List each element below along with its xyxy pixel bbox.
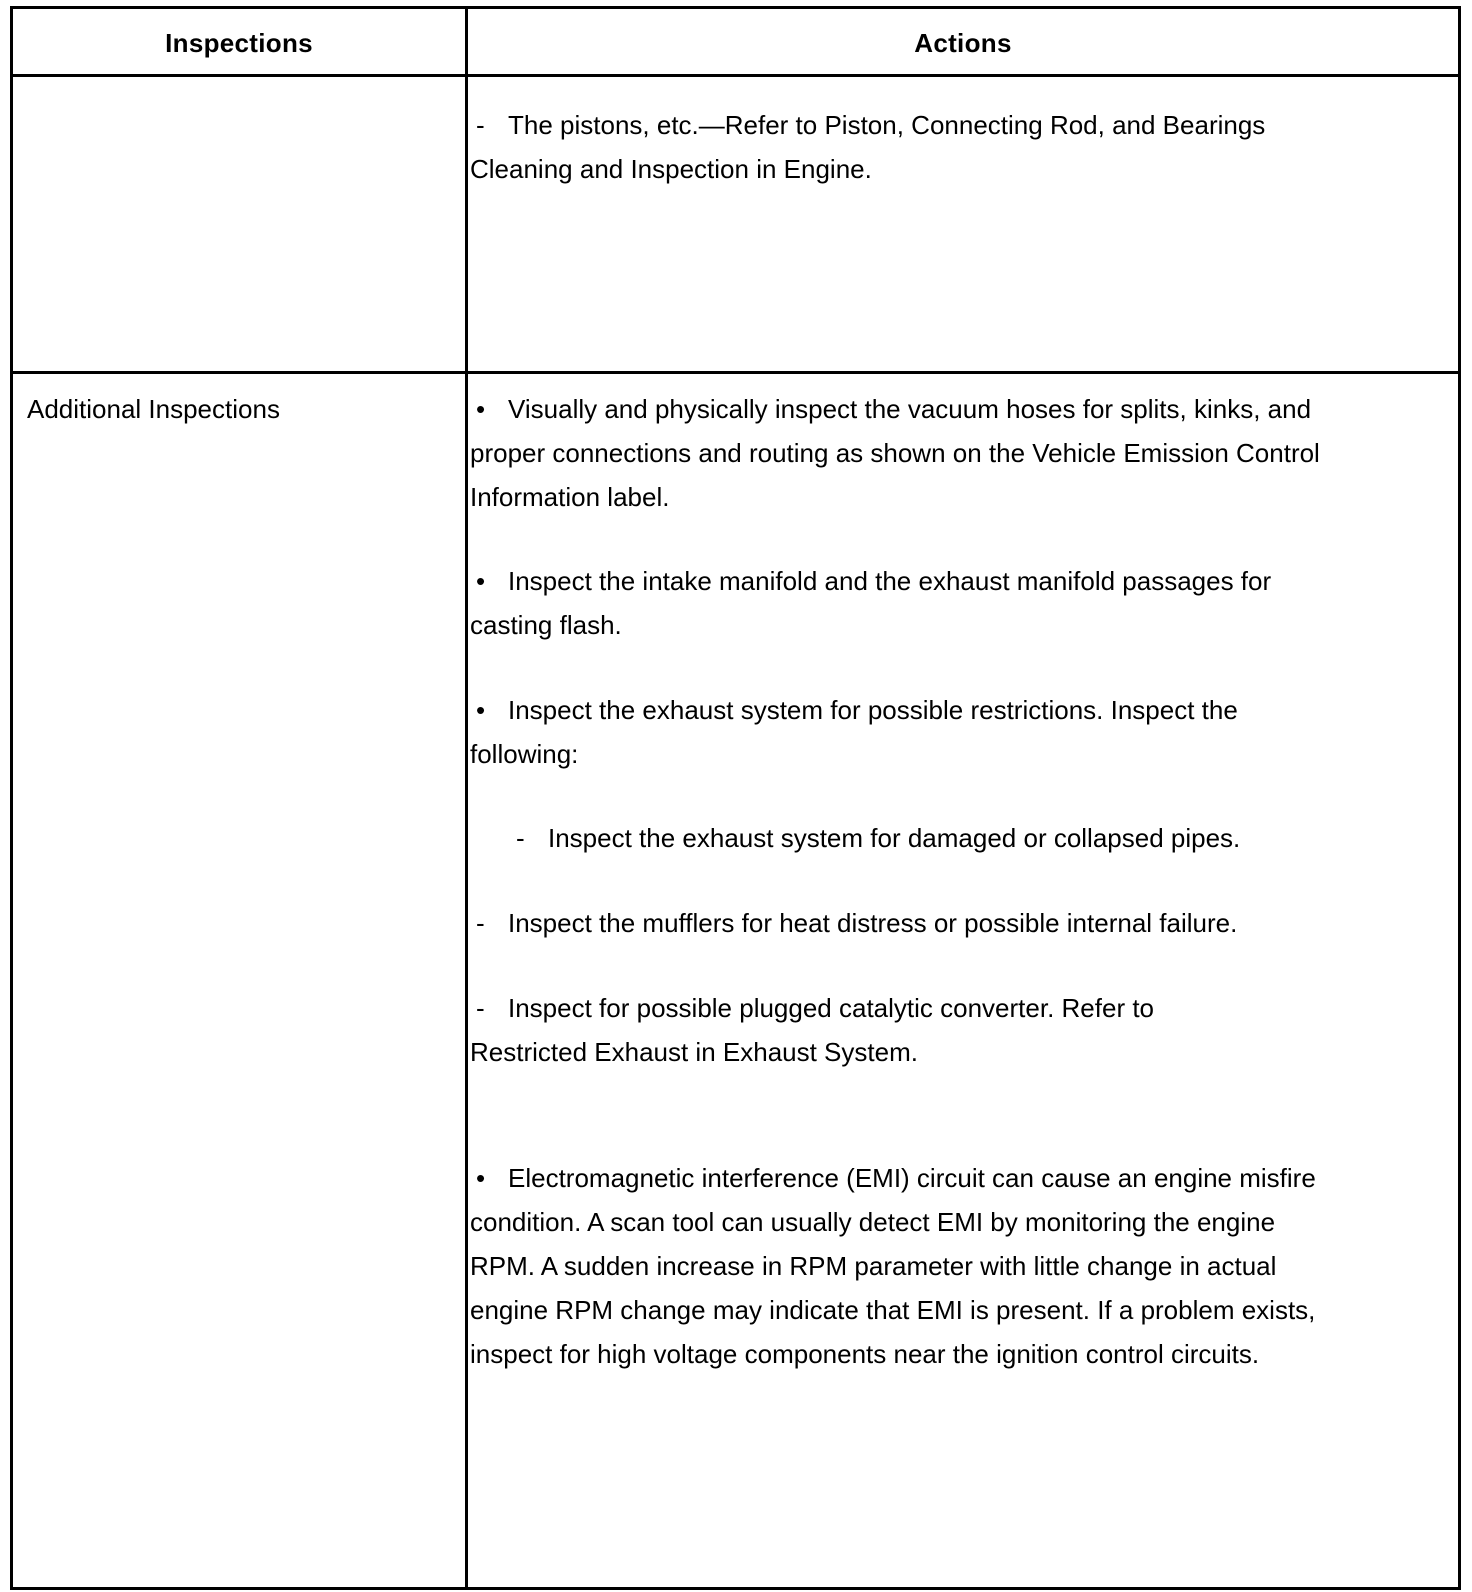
- action-text: Electromagnetic interference (EMI) circuit can cause an engine misfire condition. A scan tool can usually detect EMI by monitoring the engine RPM. A sudden increase in RPM parameter with little change in actual engine RPM change may indicate that EMI is present. If a problem exists, inspect for high voltage components near the ignition control circuits.: [470, 1163, 1316, 1369]
- action-text: Inspect the exhaust system for possible restrictions. Inspect the following:: [470, 695, 1238, 769]
- dash-marker: -: [476, 110, 485, 140]
- dash-marker: -: [516, 823, 525, 853]
- row-divider: [13, 371, 1458, 374]
- bullet-marker: •: [476, 566, 486, 596]
- bullet-marker: •: [476, 1163, 486, 1193]
- header-actions: Actions: [914, 27, 1012, 58]
- list-item: [470, 103, 1370, 191]
- list-item: [470, 559, 1350, 647]
- list-item: [510, 816, 1410, 860]
- dash-marker: -: [476, 908, 485, 938]
- bullet-marker: •: [476, 695, 486, 725]
- column-divider: [465, 9, 468, 1587]
- dash-marker: -: [476, 993, 485, 1023]
- list-item: [470, 387, 1375, 519]
- action-text: Inspect the intake manifold and the exhaust manifold passages for casting flash.: [470, 566, 1272, 640]
- action-text: Inspect the mufflers for heat distress or possible internal failure.: [508, 908, 1238, 938]
- action-text: The pistons, etc.—Refer to Piston, Connecting Rod, and Bearings Cleaning and Inspection in Engine.: [470, 110, 1266, 184]
- list-item: [470, 1156, 1340, 1376]
- list-item: [470, 688, 1310, 776]
- header-inspections: Inspections: [165, 27, 313, 58]
- inspection-label: Additional Inspections: [27, 394, 280, 424]
- action-text: Inspect the exhaust system for damaged or collapsed pipes.: [548, 823, 1241, 853]
- bullet-marker: •: [476, 394, 486, 424]
- action-text: Inspect for possible plugged catalytic converter. Refer to Restricted Exhaust in Exhaust System.: [470, 993, 1155, 1067]
- action-text: Visually and physically inspect the vacuum hoses for splits, kinks, and proper connections and routing as shown on the Vehicle Emission Control Information label.: [470, 394, 1320, 512]
- list-item: [470, 986, 1230, 1074]
- list-item: [470, 901, 1370, 945]
